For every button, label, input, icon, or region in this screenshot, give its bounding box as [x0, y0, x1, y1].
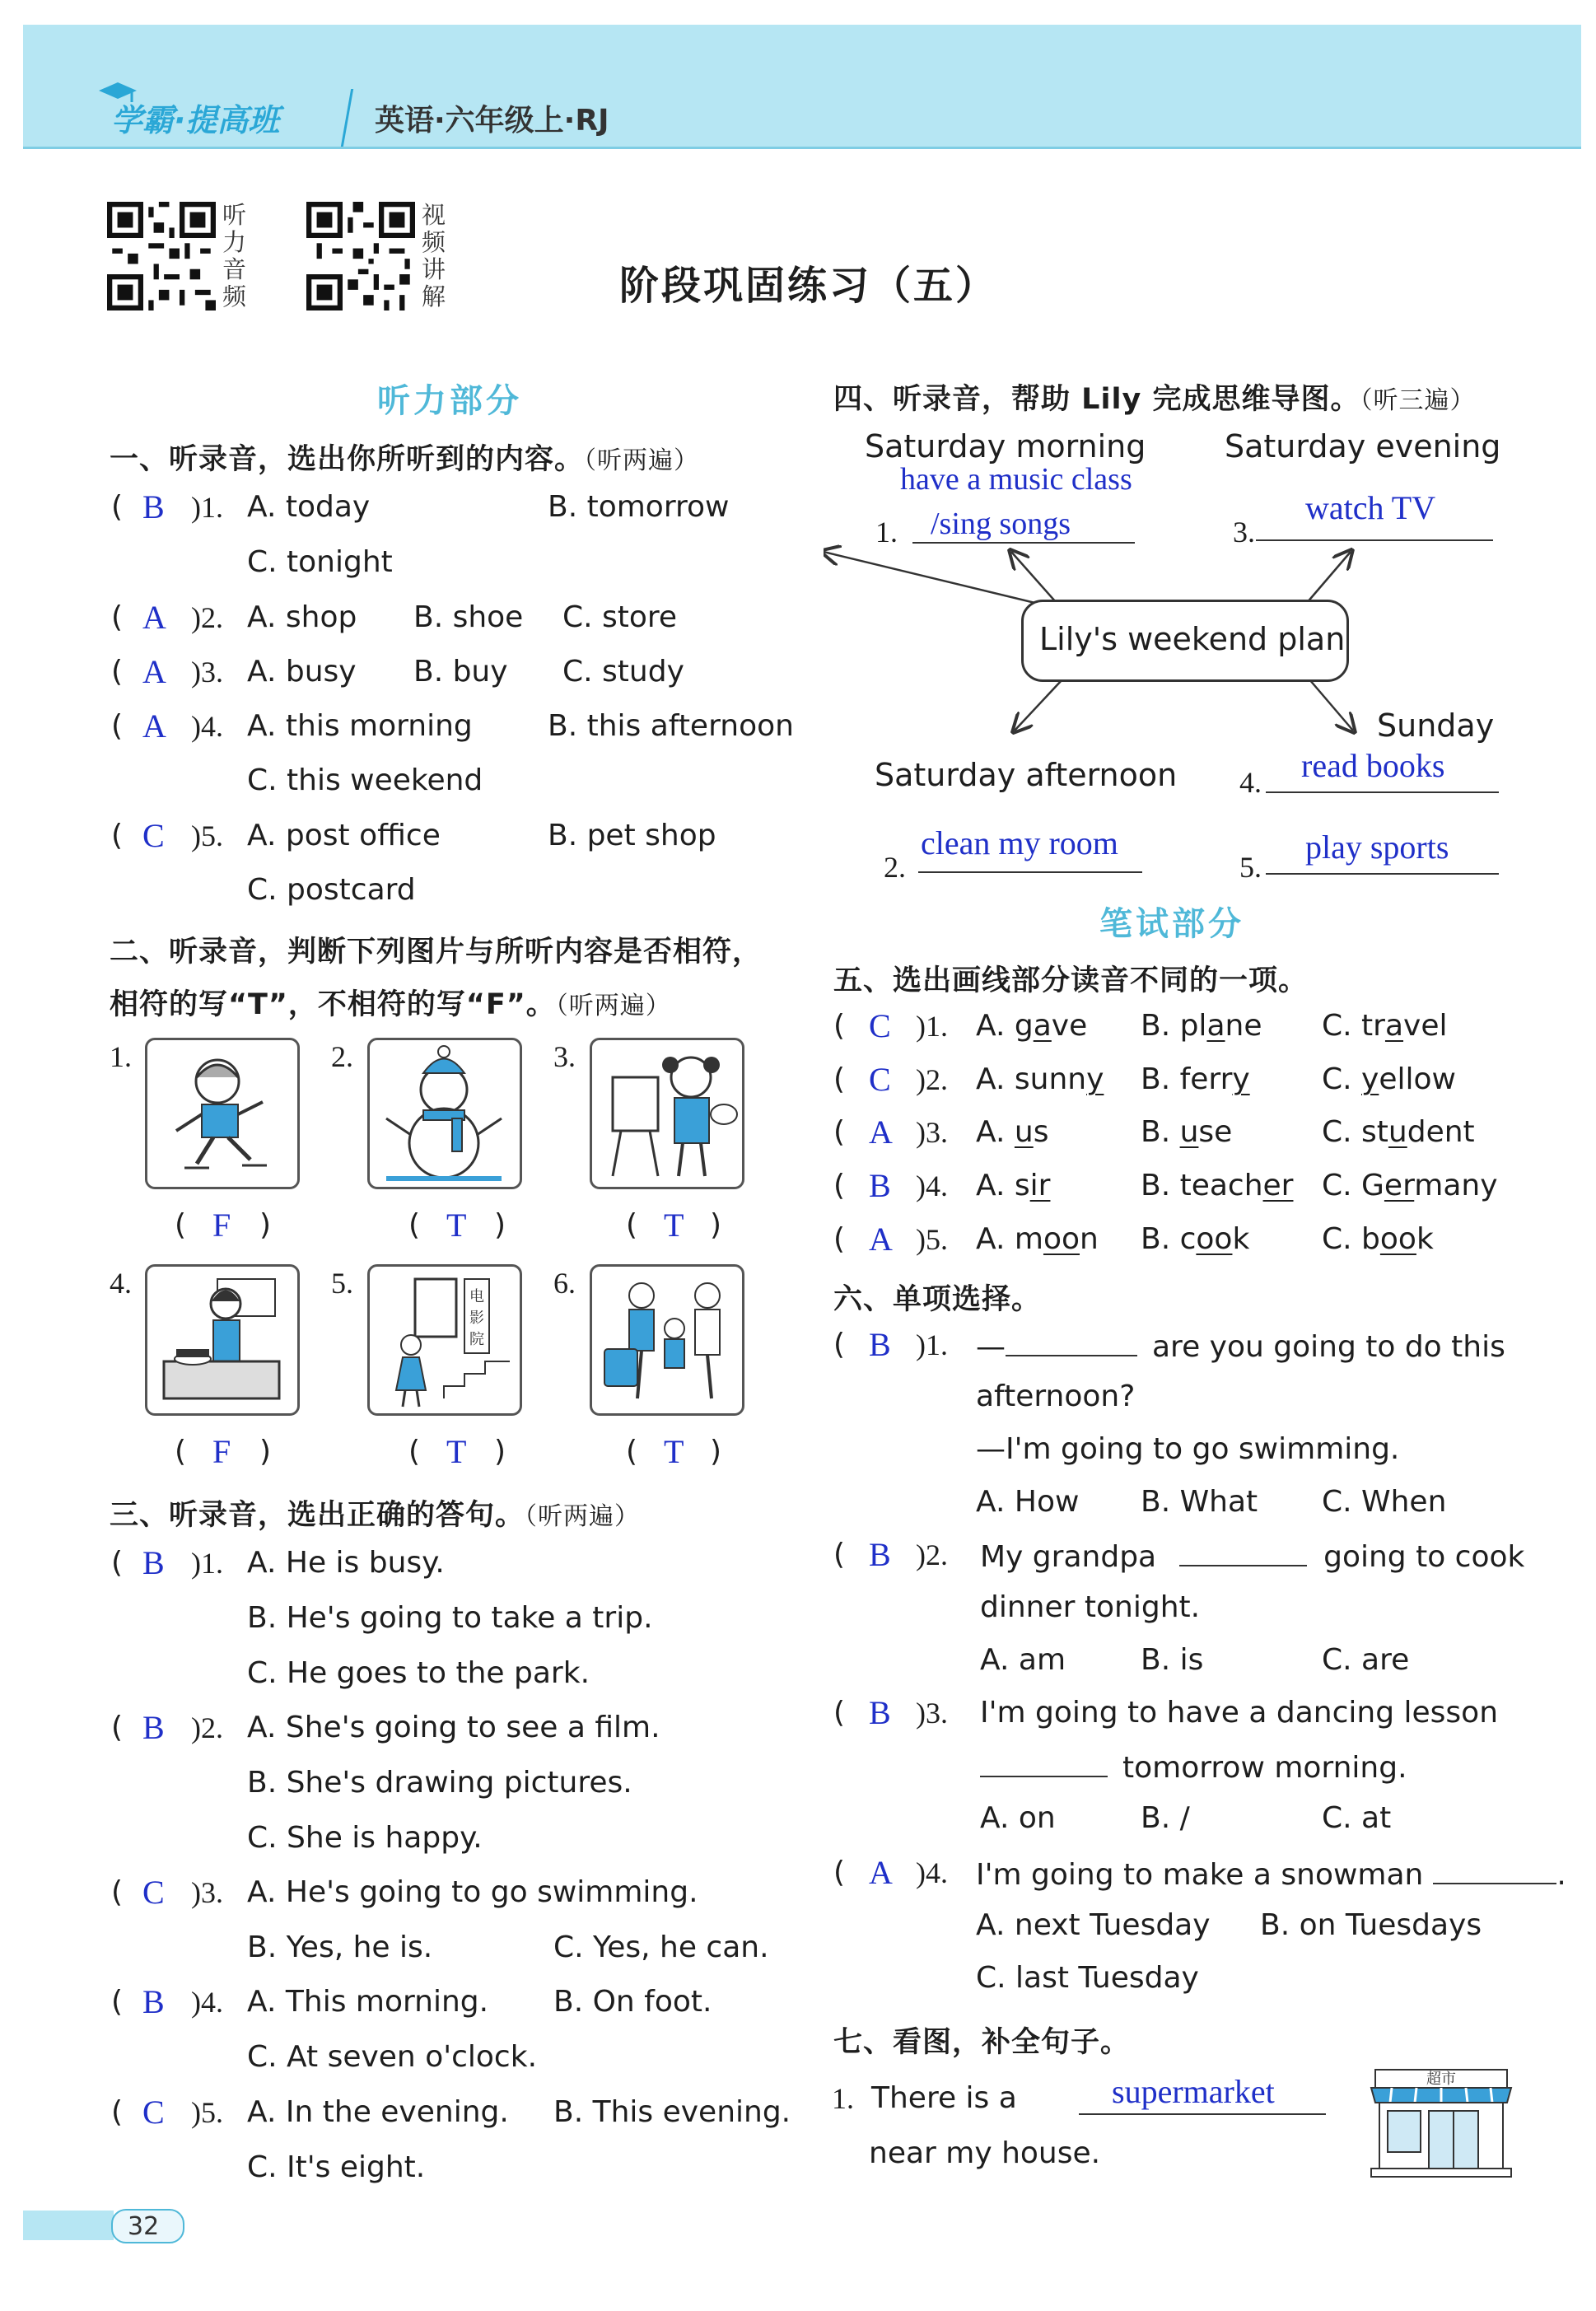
picture-snowman — [367, 1038, 522, 1189]
cinema-sign-char-2: 影 — [469, 1310, 484, 1327]
answer-6-4[interactable]: A — [869, 1854, 893, 1891]
listening-heading: 听力部分 — [377, 382, 522, 420]
answer-4-4[interactable]: read books — [1301, 747, 1445, 784]
cinema-sign-char-1: 电 — [469, 1288, 484, 1305]
answer-2-4[interactable]: F — [212, 1433, 231, 1470]
picture-woman-cooking — [145, 1264, 300, 1416]
supermarket-sign: 超市 — [1426, 2071, 1456, 2088]
label-saturday-afternoon: Saturday afternoon — [875, 757, 1178, 793]
cinema-sign-char-3: 院 — [469, 1331, 484, 1348]
answer-4-1[interactable]: /sing songs — [931, 507, 1071, 541]
answer-1-4[interactable]: A — [142, 707, 166, 745]
answer-4-2[interactable]: clean my room — [921, 824, 1118, 861]
part5-title: 五、选出画线部分读音不同的一项。 — [833, 964, 1309, 997]
answer-2-2[interactable]: T — [446, 1207, 467, 1244]
answer-3-3[interactable]: C — [142, 1874, 165, 1911]
part6-title: 六、单项选择。 — [833, 1283, 1042, 1316]
part4-title: 四、听录音，帮助 Lily 完成思维导图。（听三遍） — [833, 383, 1476, 416]
answer-4-3[interactable]: watch TV — [1305, 489, 1436, 526]
answer-1-1[interactable]: B — [142, 488, 165, 525]
part2-title-line1: 二、听录音，判断下列图片与所听内容是否相符， — [110, 936, 763, 969]
answer-5-5[interactable]: A — [869, 1221, 893, 1258]
answer-4-5[interactable]: play sports — [1305, 829, 1449, 866]
answer-2-3[interactable]: T — [664, 1207, 684, 1244]
picture-skating-boy — [145, 1038, 300, 1189]
label-saturday-morning: Saturday morning — [865, 428, 1146, 465]
page-title: 阶段巩固练习（五） — [619, 263, 998, 309]
part2-title-line2: 相符的写“T”，不相符的写“F”。（听两遍） — [110, 988, 671, 1021]
footer-band — [23, 2211, 114, 2240]
answer-3-4[interactable]: B — [142, 1983, 165, 2020]
answer-6-3[interactable]: B — [869, 1694, 891, 1731]
supermarket-picture — [1367, 2066, 1515, 2181]
answer-2-1[interactable]: F — [212, 1207, 231, 1244]
picture-family-travel — [590, 1264, 744, 1416]
blank-4-4 — [1266, 791, 1499, 793]
answer-1-2[interactable]: A — [142, 599, 166, 636]
part3-title: 三、听录音，选出正确的答句。（听两遍） — [110, 1499, 641, 1532]
blank-4-2 — [918, 871, 1142, 873]
answer-6-2[interactable]: B — [869, 1536, 891, 1573]
answer-5-3[interactable]: A — [869, 1113, 893, 1151]
blank-6-3[interactable] — [980, 1751, 1108, 1777]
graduation-cap-icon — [97, 81, 138, 105]
answer-1-3[interactable]: A — [142, 653, 166, 690]
book-title: 英语·六年级上·RJ — [375, 104, 609, 138]
label-sunday: Sunday — [1377, 707, 1495, 744]
brand-logo: 学霸·提高班 — [111, 102, 280, 138]
audio-qr-label: 听力音频 — [222, 201, 247, 310]
video-qr-label: 视频讲解 — [422, 201, 446, 310]
writing-heading: 笔试部分 — [1099, 905, 1244, 943]
answer-2-6[interactable]: T — [664, 1433, 684, 1470]
picture-girl-painting — [590, 1038, 744, 1189]
part1-title — [110, 437, 699, 478]
answer-3-1[interactable]: B — [142, 1544, 165, 1581]
answer-6-1[interactable]: B — [869, 1326, 891, 1363]
blank-6-2[interactable] — [1179, 1540, 1307, 1566]
mind-map-center-label: Lily's weekend plan — [1039, 621, 1346, 657]
blank-6-4[interactable] — [1433, 1858, 1556, 1884]
answer-5-2[interactable]: C — [869, 1061, 891, 1098]
header-underline — [23, 147, 1581, 149]
video-qr-code[interactable] — [306, 202, 415, 310]
answer-1-5[interactable]: C — [142, 817, 165, 854]
answer-7-1[interactable]: supermarket — [1112, 2073, 1275, 2110]
picture-girl-at-cinema — [367, 1264, 522, 1416]
part7-title: 七、看图，补全句子。 — [833, 2026, 1131, 2059]
page-number: 32 — [128, 2212, 160, 2241]
answer-5-1[interactable]: C — [869, 1007, 891, 1044]
answer-5-4[interactable]: B — [869, 1167, 891, 1204]
answer-4-1-top[interactable]: have a music class — [900, 462, 1132, 497]
blank-4-5 — [1266, 873, 1499, 875]
answer-3-5[interactable]: C — [142, 2094, 165, 2131]
audio-qr-code[interactable] — [107, 202, 216, 310]
answer-3-2[interactable]: B — [142, 1709, 165, 1746]
blank-6-1[interactable] — [1006, 1330, 1137, 1356]
part1-title-text: 一、听录音，选出你所听到的内容。 — [110, 443, 585, 476]
answer-2-5[interactable]: T — [446, 1433, 467, 1470]
part1-note: （听两遍） — [584, 446, 700, 475]
label-saturday-evening: Saturday evening — [1225, 428, 1501, 465]
blank-7-1 — [1079, 2113, 1326, 2115]
